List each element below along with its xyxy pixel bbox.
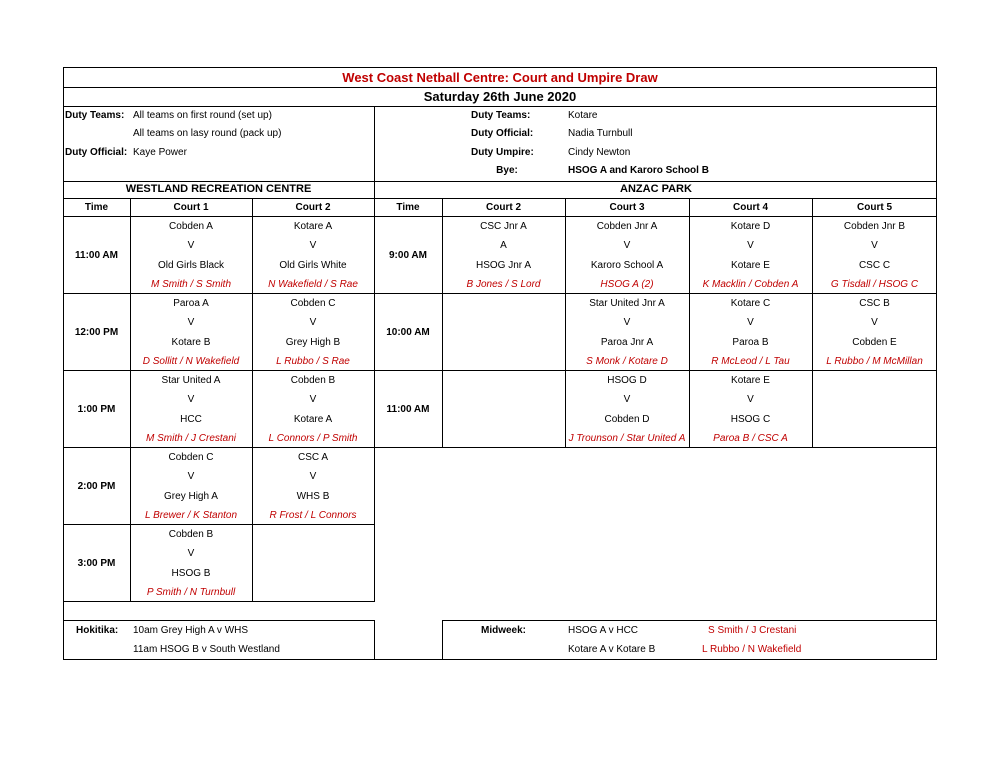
- match-team-1: Cobden Jnr A: [596, 221, 658, 232]
- match-umpires: M Smith / S Smith: [150, 279, 231, 290]
- match-vs: V: [309, 317, 317, 328]
- match-umpires: D Sollitt / N Wakefield: [142, 356, 240, 367]
- venue-westland: WESTLAND RECREATION CENTRE: [125, 183, 312, 195]
- left-duty-teams-label: Duty Teams:: [65, 110, 125, 121]
- match-vs: V: [871, 317, 878, 328]
- left-duty-official-label: Duty Official:: [65, 147, 128, 158]
- match-team-2: WHS B: [296, 491, 330, 502]
- match-umpires: R McLeod / L Tau: [711, 356, 790, 367]
- match-umpires: K Macklin / Cobden A: [702, 279, 799, 290]
- match-vs: V: [187, 394, 195, 405]
- westland-time: 12:00 PM: [74, 327, 119, 338]
- match-umpires: M Smith / J Crestani: [145, 433, 237, 444]
- match-vs: V: [187, 317, 195, 328]
- match-team-1: Cobden A: [169, 221, 213, 232]
- match-vs: V: [187, 548, 195, 559]
- header-court-4: Court 4: [733, 202, 768, 213]
- match-team-2: HSOG Jnr A: [475, 260, 531, 271]
- match-team-2: CSC C: [858, 260, 891, 271]
- match-team-1: CSC A: [297, 452, 328, 463]
- match-team-1: Cobden B: [290, 375, 336, 386]
- match-umpires: L Connors / P Smith: [268, 433, 358, 444]
- header-court-2-westland: Court 2: [295, 202, 331, 213]
- match-umpires: G Tisdall / HSOG C: [830, 279, 919, 290]
- match-team-2: HSOG C: [730, 414, 771, 425]
- anzac-time: 10:00 AM: [386, 327, 430, 338]
- match-team-2: HSOG B: [171, 568, 211, 579]
- right-duty-official-label: Duty Official:: [471, 128, 534, 139]
- match-vs: V: [623, 240, 631, 251]
- match-vs: V: [309, 471, 317, 482]
- match-team-2: Paroa Jnr A: [600, 337, 654, 348]
- match-team-1: Cobden B: [168, 529, 214, 540]
- match-team-2: HCC: [180, 414, 202, 425]
- match-team-1: CSC Jnr A: [480, 221, 527, 232]
- match-team-1: HSOG D: [607, 375, 647, 386]
- header-court-5: Court 5: [857, 202, 892, 213]
- match-umpires: HSOG A (2): [600, 279, 654, 290]
- match-team-1: Paroa A: [173, 298, 209, 309]
- match-vs: A: [500, 240, 507, 251]
- match-team-2: Kotare A: [293, 414, 333, 425]
- right-duty-umpire: Cindy Newton: [568, 147, 631, 158]
- match-umpires: S Monk / Kotare D: [586, 356, 668, 367]
- right-duty-umpire-label: Duty Umpire:: [471, 147, 534, 158]
- match-team-1: Kotare A: [293, 221, 333, 232]
- match-team-1: Star United Jnr A: [589, 298, 665, 309]
- match-umpires: N Wakefield / S Rae: [268, 279, 358, 290]
- match-team-1: Kotare D: [730, 221, 771, 232]
- right-duty-official: Nadia Turnbull: [568, 128, 633, 139]
- match-vs: V: [309, 240, 317, 251]
- match-vs: V: [187, 471, 195, 482]
- draw-sheet: [63, 67, 937, 660]
- match-team-2: Paroa B: [732, 337, 769, 348]
- match-team-2: Grey High B: [285, 337, 341, 348]
- right-duty-teams: Kotare: [568, 110, 598, 121]
- match-vs: V: [747, 394, 754, 405]
- westland-time: 3:00 PM: [77, 558, 116, 569]
- anzac-time: 11:00 AM: [386, 404, 430, 415]
- match-team-1: Star United A: [161, 375, 221, 386]
- match-umpires: L Rubbo / M McMillan: [826, 356, 923, 367]
- match-vs: V: [623, 317, 631, 328]
- match-vs: V: [871, 240, 878, 251]
- right-duty-teams-label: Duty Teams:: [471, 110, 531, 121]
- match-team-2: Karoro School A: [590, 260, 664, 271]
- header-court-2-anzac: Court 2: [486, 202, 521, 213]
- match-umpires: L Rubbo / S Rae: [276, 356, 350, 367]
- match-team-1: Cobden C: [168, 452, 214, 463]
- anzac-time: 9:00 AM: [389, 250, 427, 261]
- midweek-umpires: L Rubbo / N Wakefield: [702, 644, 802, 655]
- hokitika-game: 10am Grey High A v WHS: [133, 625, 249, 636]
- match-umpires: B Jones / S Lord: [466, 279, 541, 290]
- match-team-1: CSC B: [859, 298, 890, 309]
- match-team-2: Cobden E: [852, 337, 897, 348]
- match-vs: V: [309, 394, 317, 405]
- match-umpires: J Trounson / Star United A: [568, 433, 686, 444]
- midweek-match: Kotare A v Kotare B: [568, 644, 656, 655]
- header-time-left: Time: [84, 202, 109, 213]
- hokitika-label: Hokitika:: [76, 625, 119, 636]
- header-court-1: Court 1: [173, 202, 209, 213]
- match-umpires: P Smith / N Turnbull: [146, 587, 236, 598]
- match-vs: V: [747, 317, 754, 328]
- venue-anzac: ANZAC PARK: [620, 183, 692, 195]
- match-vs: V: [623, 394, 631, 405]
- midweek-label: Midweek:: [481, 625, 527, 636]
- westland-time: 2:00 PM: [77, 481, 116, 492]
- match-umpires: L Brewer / K Stanton: [144, 510, 238, 521]
- match-team-2: Cobden D: [604, 414, 650, 425]
- left-duty-teams-1: All teams on first round (set up): [133, 110, 272, 121]
- westland-time: 1:00 PM: [77, 404, 116, 415]
- hokitika-game: 11am HSOG B v South Westland: [133, 644, 280, 655]
- match-umpires: R Frost / L Connors: [269, 510, 357, 521]
- midweek-umpires: S Smith / J Crestani: [708, 625, 797, 636]
- midweek-match: HSOG A v HCC: [568, 625, 639, 636]
- match-team-1: Cobden C: [290, 298, 336, 309]
- header-court-3: Court 3: [609, 202, 645, 213]
- match-team-1: Kotare E: [731, 375, 770, 386]
- match-team-2: Grey High A: [164, 491, 218, 502]
- bye-teams: HSOG A and Karoro School B: [568, 165, 709, 176]
- match-team-1: Kotare C: [730, 298, 771, 309]
- draw-date: Saturday 26th June 2020: [423, 89, 577, 104]
- bye-label: Bye:: [496, 165, 518, 176]
- match-team-2: Kotare B: [171, 337, 211, 348]
- page-title: West Coast Netball Centre: Court and Umpire Draw: [342, 70, 658, 85]
- header-time-right: Time: [396, 202, 420, 213]
- left-duty-official: Kaye Power: [133, 147, 187, 158]
- match-team-2: Old Girls Black: [157, 260, 225, 271]
- match-vs: V: [187, 240, 195, 251]
- match-vs: V: [747, 240, 754, 251]
- match-team-2: Old Girls White: [279, 260, 347, 271]
- match-team-1: Cobden Jnr B: [843, 221, 906, 232]
- match-team-2: Kotare E: [731, 260, 770, 271]
- match-umpires: Paroa B / CSC A: [713, 433, 788, 444]
- westland-time: 11:00 AM: [75, 250, 118, 261]
- left-duty-teams-2: All teams on lasy round (pack up): [133, 128, 282, 139]
